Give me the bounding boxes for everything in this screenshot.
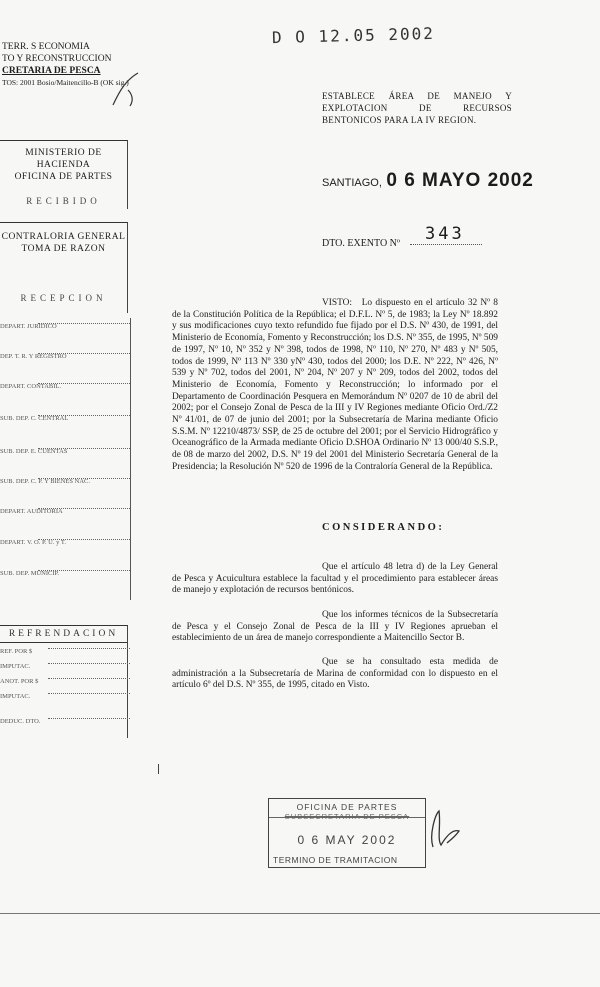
hacienda-title-1: MINISTERIO DE HACIENDA (25, 148, 102, 170)
handwritten-reference: D O 12.05 2002 (271, 23, 436, 48)
date-stamp: 0 6 MAYO 2002 (386, 170, 534, 191)
decree-label: DTO. EXENTO Nº (322, 238, 401, 249)
stamp-inner-border (269, 817, 425, 818)
header-line-1: TERR. S ECONOMIA (2, 42, 90, 52)
bottom-rule (0, 913, 600, 914)
stamp-date: 0 6 MAY 2002 (297, 833, 397, 847)
considerando-item (172, 610, 498, 645)
contraloria-title-2: TOMA DE RAZON (21, 244, 106, 254)
considerando-heading: CONSIDERANDO: (322, 522, 445, 533)
contraloria-row: SUB. DEP. MUNICIP. (0, 570, 130, 577)
visto-paragraph (172, 298, 498, 474)
decree-number: 343 (425, 224, 465, 244)
visto-label: VISTO: (322, 298, 353, 308)
considerando-item (172, 562, 498, 597)
contraloria-title-1: CONTRALORIA GENERAL (1, 232, 126, 242)
refrendacion-row: ANOT. POR $ (0, 678, 130, 685)
considerando-text-2: Que los informes técnicos de la Subsecretaría de Pesca y el Consejo Zonal de Pesca de la III y IV Regiones aprueban el establecimiento de un área de manejo correspondiente a Maitencillo Sector B. (172, 610, 498, 644)
stamp-line-2: SUBSECRETARIA DE PESCA (284, 812, 410, 821)
hacienda-title-2: OFICINA DE PARTES (14, 172, 113, 182)
contraloria-row: SUB. DEP. C. CENTRAL (0, 415, 130, 422)
contraloria-reception: RECEPCION (20, 293, 107, 303)
contraloria-rows (0, 318, 131, 600)
refrendacion-row: DEDUC. DTO. (0, 718, 130, 725)
header-line-2: TO Y RECONSTRUCCION (2, 54, 112, 64)
stamp-line-1: OFICINA DE PARTES (296, 802, 398, 812)
contraloria-row: DEP. T. R. Y REGISTRO (0, 353, 130, 360)
pen-mark (158, 764, 159, 774)
considerando-text-1: Que el artículo 48 letra d) de la Ley General de Pesca y Acuicultura establece la facultad y el procedimiento para establecer áreas de manejo y explotación de recursos bentónicos. (172, 562, 498, 596)
refrendacion-row: IMPUTAC. (0, 693, 130, 700)
contraloria-row: SUB. DEP. C. P. Y BIENES NAC. (0, 478, 130, 485)
refrendacion-title: REFRENDACION (8, 629, 119, 639)
contraloria-row: DEPART. AUDITORIA (0, 508, 130, 515)
document-title: ESTABLECE ÁREA DE MANEJO Y EXPLOTACION DE RECURSOS BENTONICOS PARA LA IV REGION. (322, 91, 512, 125)
office-stamp (268, 798, 426, 868)
considerando-text-3: Que se ha consultado esta medida de administración a la Subsecretaría de Marina de conformidad con lo dispuesto en el artículo 6º del D.S. Nº 355, de 1995, citado en Visto. (172, 657, 498, 691)
contraloria-box (0, 222, 128, 313)
decree-line (322, 224, 482, 251)
refrendacion-row: REF. POR $ (0, 648, 130, 655)
considerando-item (172, 657, 498, 692)
refrendacion-box (0, 625, 128, 738)
header-line-4: TOS: 2001 Bosio/Maitencillo-B (OK sig.) (2, 78, 129, 87)
hacienda-box (0, 140, 128, 209)
contraloria-row: DEPART. CONTABIL. (0, 383, 130, 390)
contraloria-row: SUB. DEP. E. CUENTAS (0, 448, 130, 455)
date-city: SANTIAGO, (322, 177, 382, 189)
signature-mark (425, 805, 465, 855)
decree-dotted-line (410, 244, 482, 245)
visto-text: Lo dispuesto en el artículo 32 Nº 8 de la Constitución Política de la República; el D.F.L. Nº 5, de 1983; la Ley Nº 18.892 y sus modificaciones cuyo texto refundido fue fijado por el D.S. Nº 430, de 1991, del Ministerio de Economía, Fomento y Reconstrucción; los D.S. Nº 355, de 1995, Nº 509 de 1997, Nº 10, Nº 352 y Nº 398, todos de 1998, Nº 110, Nº 270, Nº 483 y Nº 505, todos de 1999, Nº 113 Nº 330 yNº 430, todos del 2000; los D.E. Nº 222, Nº 426, Nº 539 y Nº 702, todos del 2001, Nº 204, Nº 207 y Nº 209, todos del 2002, todos del Ministerio de Economía, Fomento y Reconstrucción; lo informado por el Departamento de Coordinación Pesquera en Memorándum Nº 0207 de 10 de abril del 2002; por el Consejo Zonal de Pesca de la III y IV Regiones mediante Oficio Ord./Z2 Nº 41/01, de 07 de junio del 2001; por la Subsecretaría de Marina mediante Oficio S.S.M. Nº 12210/4873/ SSP, de 25 de octubre del 2001; por el Servicio Hidrográfico y Oceanográfico de la Armada mediante Oficio D.SHOA Ordinario Nº 13 000/40 S.S.P., de 08 de marzo del 2002, D.S. Nº 19 del 2001 del Ministerio Secretaría General de la Presidencia; la Resolución Nº 520 de 1996 de la Contraloría General de la República. (172, 298, 498, 472)
hacienda-received: RECIBIDO (26, 196, 101, 206)
refrendacion-row: IMPUTAC. (0, 663, 130, 670)
header-line-3: CRETARIA DE PESCA (2, 66, 101, 76)
initials-mark (108, 70, 148, 110)
contraloria-row: DEPART. JURIDICO (0, 323, 130, 330)
contraloria-row: DEPART. V. O. P. U. y T. (0, 539, 130, 546)
stamp-footer: TERMINO DE TRAMITACION (273, 855, 398, 865)
date-line (322, 170, 534, 192)
